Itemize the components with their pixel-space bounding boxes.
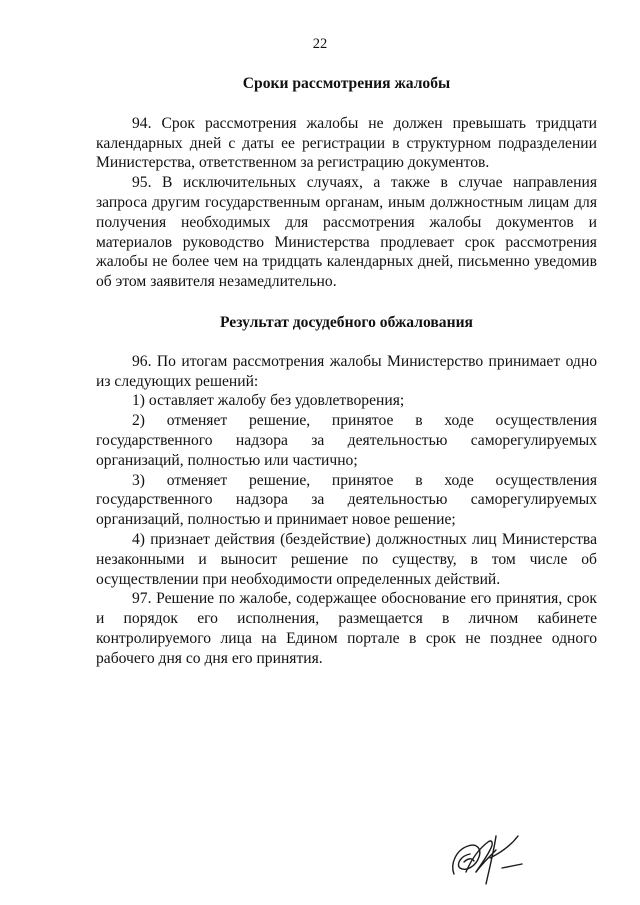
handwritten-signature	[446, 828, 538, 890]
section-heading-appeal-result: Результат досудебного обжалования	[219, 313, 473, 331]
paragraph-95: 95. В исключительных случаях, а также в случае направления запроса другим государственным органам, иным должностным лицам для получения необходимых для рассмотрения жалобы документов и материалов руководство Министерства продлевает срок рассмотрения жалобы не более чем на тридцать календарных дней, письменно уведомив об этом заявителя незамедлительно.	[96, 174, 597, 291]
paragraph-96: 96. По итогам рассмотрения жалобы Министерство принимает одно из следующих решений:	[96, 352, 597, 390]
list-item-3: 3) отменяет решение, принятое в ходе осуществления государственного надзора за деятельностью саморегулируемых организаций, полностью и принимает новое решение;	[96, 471, 597, 529]
paragraph-97: 97. Решение по жалобе, содержащее обоснование его принятия, срок и порядок его исполнения, размещается в личном кабинете контролируемого лица на Едином портале в срок не позднее одного рабочего дня со дня его принятия.	[96, 590, 597, 667]
paragraph-94: 94. Срок рассмотрения жалобы не должен превышать тридцати календарных дней с даты ее регистрации в структурном подразделении Министерства, ответственном за регистрацию документов.	[96, 114, 597, 172]
section-heading-review-period: Сроки рассмотрения жалобы	[242, 75, 451, 92]
list-item-2: 2) отменяет решение, принятое в ходе осуществления государственного надзора за деятельностью саморегулируемых организаций, полностью или частично;	[96, 412, 597, 469]
document-body	[96, 74, 597, 669]
list-item-4: 4) признает действия (бездействие) должностных лиц Министерства незаконными и выносит решение по существу, в том числе об осуществлении при необходимости определенных действий.	[96, 530, 597, 588]
page-number: 22	[312, 36, 328, 52]
list-item-1: 1) оставляет жалобу без удовлетворения;	[132, 392, 405, 410]
